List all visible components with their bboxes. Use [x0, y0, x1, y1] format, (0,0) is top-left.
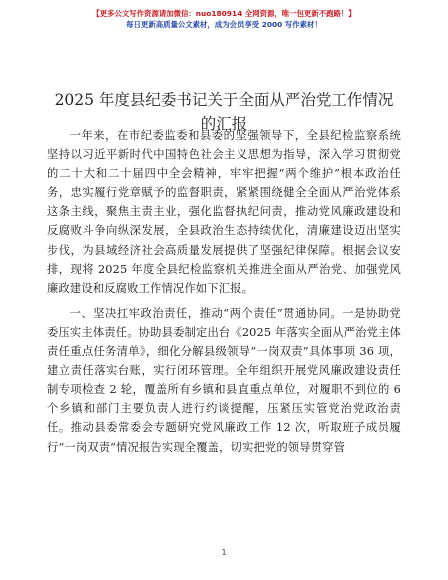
paragraph-intro: 一年来，在市纪委监委和县委的坚强领导下，全县纪检监察系统坚持以习近平新时代中国特色社会主义思想为指导，深入学习贯彻党的二十大和二十届四中全会精神，牢牢把握“两个维护”根本政治任务，忠实履行党章赋予的监督职责，紧紧围绕健全全面从严治党体系这条主线，聚焦主责主业，强化监督执纪问责，推动党风廉政建设和反腐败斗争向纵深发展，全县政治生态持续优化，清廉建设迈出坚实步伐，为县域经济社会高质量发展提供了坚强纪律保障。根据会议安排，现将 2025 年度全县纪检监察机关推进全面从严治党、加强党风廉政建设和反腐败工作情况作如下汇报。 — [47, 129, 401, 295]
document-title: 2025 年度县纪委书记关于全面从严治党工作情况的汇报 — [54, 91, 394, 133]
page-number: 1 — [221, 548, 227, 557]
document-body — [47, 126, 401, 463]
banner-line-membership: 每日更新高质量公文素材，成为会员享受 2000 写作素材！ — [126, 20, 322, 29]
header-banner — [0, 8, 448, 30]
banner-line-promo: 【更多公文写作资源请加微信：nuo180914 全网资源，唯一包更新不跑路！】 — [92, 9, 356, 18]
paragraph-section-one: 一、坚决扛牢政治责任，推动“两个责任”贯通协同。一是协助党委压实主体责任。协助县委制定出台《2025 年落实全面从严治党主体责任重点任务清单》，细化分解县级领导“一岗双责”具体事项 36 项，建立责任落实台账，实行闭环管理。全年组织开展党风廉政建设责任制专项检查 2 轮，覆盖所有乡镇和县直重点单位，对履职不到位的 6 个乡镇和部门主要负责人进行约谈提醒，压紧压实管党治党政治责任。推动县委常委会专题研究党风廉政工作 12 次，听取班子成员履行“一岗双责”情况报告实现全覆盖，切实把党的领导贯穿管 — [47, 306, 401, 454]
